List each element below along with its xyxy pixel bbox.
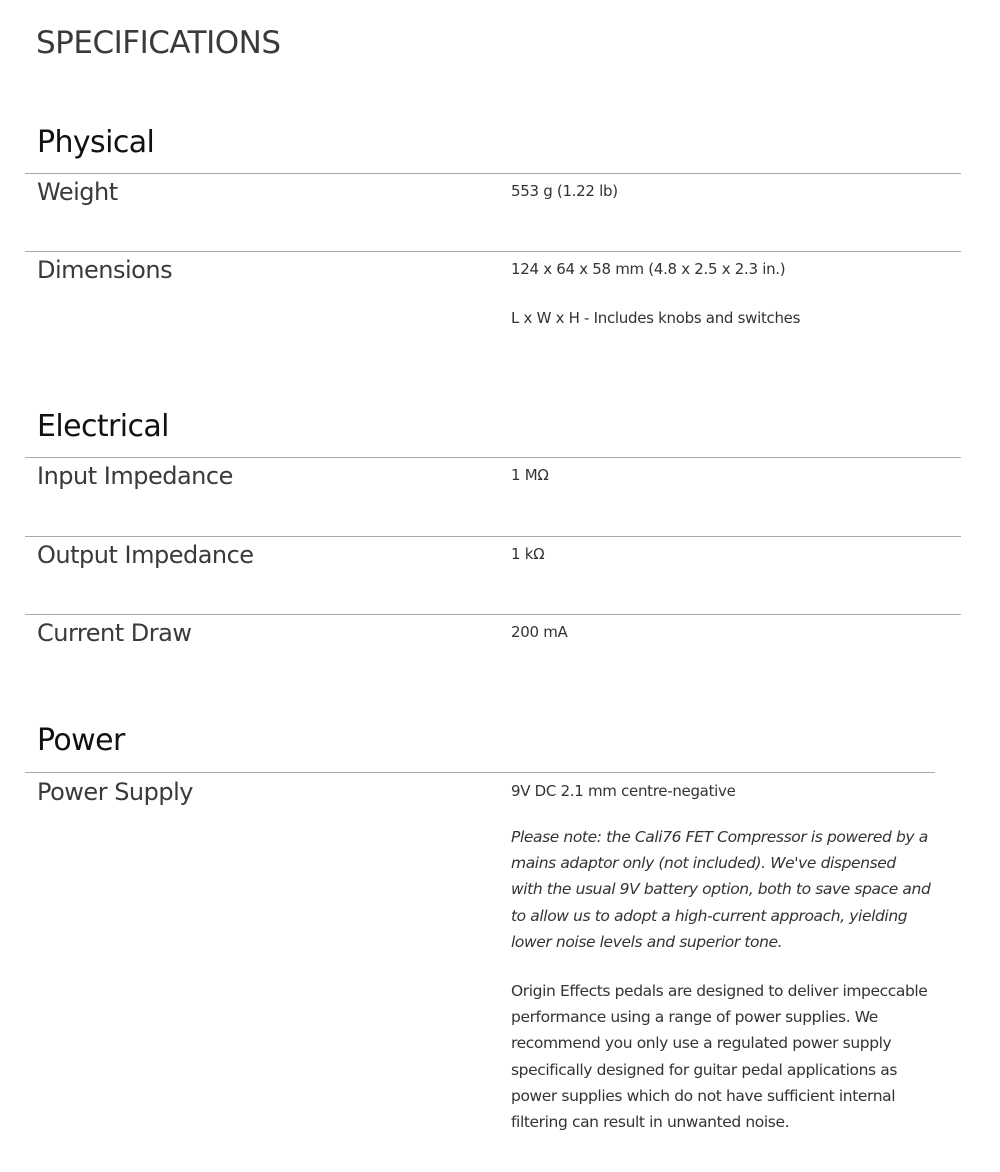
spec-value-current-draw: 200 mA xyxy=(511,623,568,641)
spec-value-input-impedance: 1 MΩ xyxy=(511,466,549,484)
section-heading-power: Power xyxy=(37,723,125,758)
divider xyxy=(25,457,961,458)
divider xyxy=(25,251,961,252)
divider xyxy=(25,536,961,537)
power-supply-note-italic: Please note: the Cali76 FET Compressor is powered by a mains adaptor only (not included). We've dispensed with the usual 9V battery option, both to save space and to allow us to adopt a high-current approach, yielding lower noise levels and superior tone. xyxy=(511,828,931,951)
spec-value-dimensions: 124 x 64 x 58 mm (4.8 x 2.5 x 2.3 in.) xyxy=(511,260,786,278)
section-heading-physical: Physical xyxy=(37,125,155,160)
spec-value-power-supply: 9V DC 2.1 mm centre-negative xyxy=(511,782,736,800)
divider xyxy=(25,173,961,174)
spec-note-dimensions: L x W x H - Includes knobs and switches xyxy=(511,309,801,327)
spec-value-output-impedance: 1 kΩ xyxy=(511,545,545,563)
spec-label-weight: Weight xyxy=(37,178,118,206)
divider xyxy=(25,772,935,773)
spec-label-input-impedance: Input Impedance xyxy=(37,462,233,490)
spec-value-weight: 553 g (1.22 lb) xyxy=(511,182,618,200)
section-heading-electrical: Electrical xyxy=(37,409,169,444)
spec-label-power-supply: Power Supply xyxy=(37,778,193,806)
divider xyxy=(25,614,961,615)
spec-label-dimensions: Dimensions xyxy=(37,256,173,284)
power-supply-note: Origin Effects pedals are designed to deliver impeccable performance using a range of power supplies. We recommend you only use a regulated power supply specifically designed for guitar pedal applications as power supplies which do not have sufficient internal filtering can result in unwanted noise. xyxy=(511,982,928,1132)
spec-label-output-impedance: Output Impedance xyxy=(37,541,254,569)
page-title: SPECIFICATIONS xyxy=(36,25,281,61)
spec-label-current-draw: Current Draw xyxy=(37,619,192,647)
